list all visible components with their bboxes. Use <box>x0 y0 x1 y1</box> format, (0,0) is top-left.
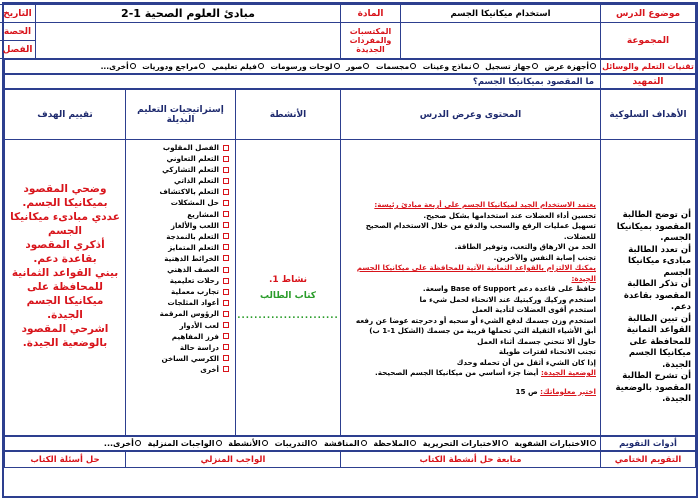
strategy-item[interactable]: رحلات تعليمية <box>128 275 229 286</box>
content-heading-2: يمكنك الالتزام بالقواعد الثمانية الآتية للمحافظة على ميكانيكا الجسم الجيدة: <box>356 263 596 283</box>
final-homework: الواجب المنزلي <box>126 452 341 468</box>
posture-line: الوضعية الجيدة: أيضا جزء أساسي من ميكانيكا الجسم الصحيحة. <box>375 368 596 377</box>
goal-item: أن تشرح الطالبة المقصود بالوضعية الجيدة. <box>615 371 691 404</box>
strategy-item[interactable]: الرؤوس المرقمة <box>128 308 229 319</box>
lesson-plan-page <box>2 2 698 498</box>
goal-item: أن تبين الطالبة القواعد الثمانية للمحافظة على ميكانيكا الجسم الجيدة. <box>626 313 691 370</box>
tools-table <box>4 59 696 74</box>
skills-label: المكتسبات والمفردات الجديدة <box>341 23 401 59</box>
content-heading-1: يعتمد الاستخدام الجيد لميكانيكا الجسم على أربعة مبادئ رئيسة: <box>374 200 596 209</box>
lesson-topic-label: موضوع الدرس <box>601 5 696 23</box>
class-label: الفصل <box>0 41 36 59</box>
strategy-item[interactable]: التعلم التعاوني <box>128 153 229 164</box>
content-line: إذا كان الشيء أثقل من أن تحمله وحدك <box>456 357 596 367</box>
evaluation-item: عددي مبادىء ميكانيكا الجسم <box>10 211 120 237</box>
content-line: تحسين أداء العضلات عند استخدامها بشكل صحيح. <box>423 210 596 220</box>
group-value[interactable] <box>401 23 601 59</box>
date-label: التاريخ <box>0 5 36 23</box>
intro-table <box>4 74 696 89</box>
tools-options <box>5 60 601 74</box>
assessment-option[interactable]: الواجبات المنزلية <box>148 439 222 448</box>
tool-option[interactable]: أجهزة عرض <box>544 62 596 71</box>
activities-header: الأنشطة <box>236 90 341 140</box>
final-book-activities: متابعة حل أنشطة الكتاب <box>341 452 601 468</box>
main-table <box>4 89 696 436</box>
final-label: التقويم الختامي <box>601 452 696 468</box>
evaluation-cell <box>5 140 126 436</box>
strategy-item[interactable]: اللعب والألغاز <box>128 220 229 231</box>
intro-label: التمهيد <box>601 75 696 89</box>
group-label: المجموعة <box>601 23 696 59</box>
strategy-item[interactable]: حل المشكلات <box>128 197 229 208</box>
activity-label: نشاط 1. <box>268 275 308 285</box>
lesson-topic-value: استخدام ميكانيكا الجسم <box>401 5 601 23</box>
header-table <box>0 4 696 59</box>
strategy-item[interactable]: لعب الأدوار <box>128 320 229 331</box>
goals-header: الأهداف السلوكية <box>601 90 696 140</box>
final-book-questions: حل أسئلة الكتاب <box>5 452 126 468</box>
assessment-label: أدوات التقويم <box>601 437 696 451</box>
assessment-option[interactable]: الاختبارات الشفوية <box>514 439 596 448</box>
evaluation-header: تقييم الهدف <box>5 90 126 140</box>
content-header: المحتوى وعرض الدرس <box>341 90 601 140</box>
student-book-label: كتاب الطالب <box>260 291 316 301</box>
evaluation-item: أذكري المقصود بقاعدة دعم. <box>25 239 105 265</box>
period-label: الحصة <box>0 23 36 41</box>
activities-cell <box>236 140 341 436</box>
content-line: تسهيل عمليات الرفع والسحب والدفع من خلال الاستخدام الصحيح للعضلات. <box>365 221 596 241</box>
strategy-item[interactable]: التعلم الذاتي <box>128 175 229 186</box>
strategies-header: إستراتيجيات التعليم البديلة <box>126 90 236 140</box>
strategy-item[interactable]: المشاريع <box>128 209 229 220</box>
content-line: الحد من الارهاق والتعب، وتوفير الطاقة. <box>454 242 596 251</box>
evaluation-item: اشرحي المقصود بالوضعية الجيدة. <box>21 323 109 349</box>
assessment-option[interactable]: الاختبارات التحريرية <box>423 439 508 448</box>
content-line: حاول ألا تنحني جسمك أثناء العمل <box>477 336 596 346</box>
strategy-item[interactable]: التعلم المتمايز <box>128 242 229 253</box>
strategy-item[interactable]: دراسة حالة <box>128 342 229 353</box>
content-line: استخدم أقوى العضلات لتأدية العمل <box>472 305 596 314</box>
assessment-option[interactable]: أخرى... <box>104 439 141 448</box>
final-table <box>4 451 696 468</box>
evaluation-item: وضحي المقصود بميكانيكا الجسم. <box>22 183 108 209</box>
tool-option[interactable]: لوحات ورسومات <box>271 62 340 71</box>
strategy-item[interactable]: التعلم بالاكتشاف <box>128 186 229 197</box>
strategy-item[interactable]: الكرسي الساخن <box>128 353 229 364</box>
evaluation-item: بيني القواعد الثمانية للمحافظة على ميكانيكا الجسم الجيدة. <box>11 267 119 321</box>
strategy-item[interactable]: أخرى <box>128 364 229 375</box>
assessment-option[interactable]: التدريبات <box>275 439 318 448</box>
strategy-item[interactable]: الفصل المقلوب <box>128 142 229 153</box>
goal-item: أن توضح الطالبة المقصود بميكانيكا الجسم. <box>616 210 691 243</box>
skills-value[interactable] <box>36 23 341 59</box>
content-line: تجنب الانحناء لفترات طويلة <box>498 347 596 356</box>
tool-option[interactable]: مجسمات <box>376 62 416 71</box>
goal-item: أن تعدد الطالبة مبادىء ميكانيكا الجسم <box>627 244 691 278</box>
intro-question: ما المقصود بميكانيكا الجسم؟ <box>5 75 601 89</box>
tool-option[interactable]: نماذج وعينات <box>423 62 479 71</box>
strategies-list <box>126 140 235 375</box>
content-line: تجنب إصابة النفس والآخرين. <box>493 252 596 262</box>
goal-item: أن تذكر الطالبة المقصود بقاعدة دعم. <box>623 279 691 312</box>
dotted-line: ........................ <box>237 311 339 321</box>
goals-cell <box>601 140 696 436</box>
assessment-option[interactable]: المناقشة <box>324 439 367 448</box>
tool-option[interactable]: فيلم تعليمي <box>212 62 264 71</box>
tool-option[interactable]: أخرى... <box>101 62 136 71</box>
strategy-item[interactable]: التعلم التشاركي <box>128 164 229 175</box>
content-line: استخدم وركيك وركبتيك عند الانحناء لحمل شيء ما <box>419 294 596 304</box>
content-cell <box>341 140 601 436</box>
strategy-item[interactable]: التعلم بالنمذجة <box>128 231 229 242</box>
strategy-item[interactable]: العصف الذهني <box>128 264 229 275</box>
tool-option[interactable]: صور <box>346 62 369 71</box>
assessment-table <box>4 436 696 451</box>
strategy-item[interactable]: فرز المفاهيم <box>128 331 229 342</box>
tool-option[interactable]: مراجع ودوريات <box>142 62 205 71</box>
assessment-option[interactable]: الأنشطة <box>228 439 268 448</box>
tools-label: تقنيات التعلم والوسائل <box>601 60 696 74</box>
content-line: حافظ على قاعدة دعم Base of Support واسعة. <box>422 284 596 293</box>
quiz-line: اختبر معلوماتك: ص 15 <box>515 386 596 396</box>
content-line: استخدم وزن جسمك لدفع الشيء أو سحبه أو دحرجته عوضا عن رفعه <box>355 315 596 325</box>
tool-option[interactable]: جهاز تسجيل <box>485 62 538 71</box>
strategies-cell <box>126 140 236 436</box>
strategy-item[interactable]: تجارب معملية <box>128 286 229 297</box>
subject-value: مبادئ العلوم الصحية 1-2 <box>36 5 341 23</box>
assessment-option[interactable]: الملاحظة <box>373 439 416 448</box>
content-line: أبق الأشياء الثقيلة التي تحملها قريبة من جسمك (الشكل 1-1 ب) <box>369 326 596 335</box>
strategy-item[interactable]: الخرائط الذهنية <box>128 253 229 264</box>
assessment-options <box>5 437 601 451</box>
strategy-item[interactable]: أعواد المثلجات <box>128 297 229 308</box>
subject-label: المادة <box>341 5 401 23</box>
